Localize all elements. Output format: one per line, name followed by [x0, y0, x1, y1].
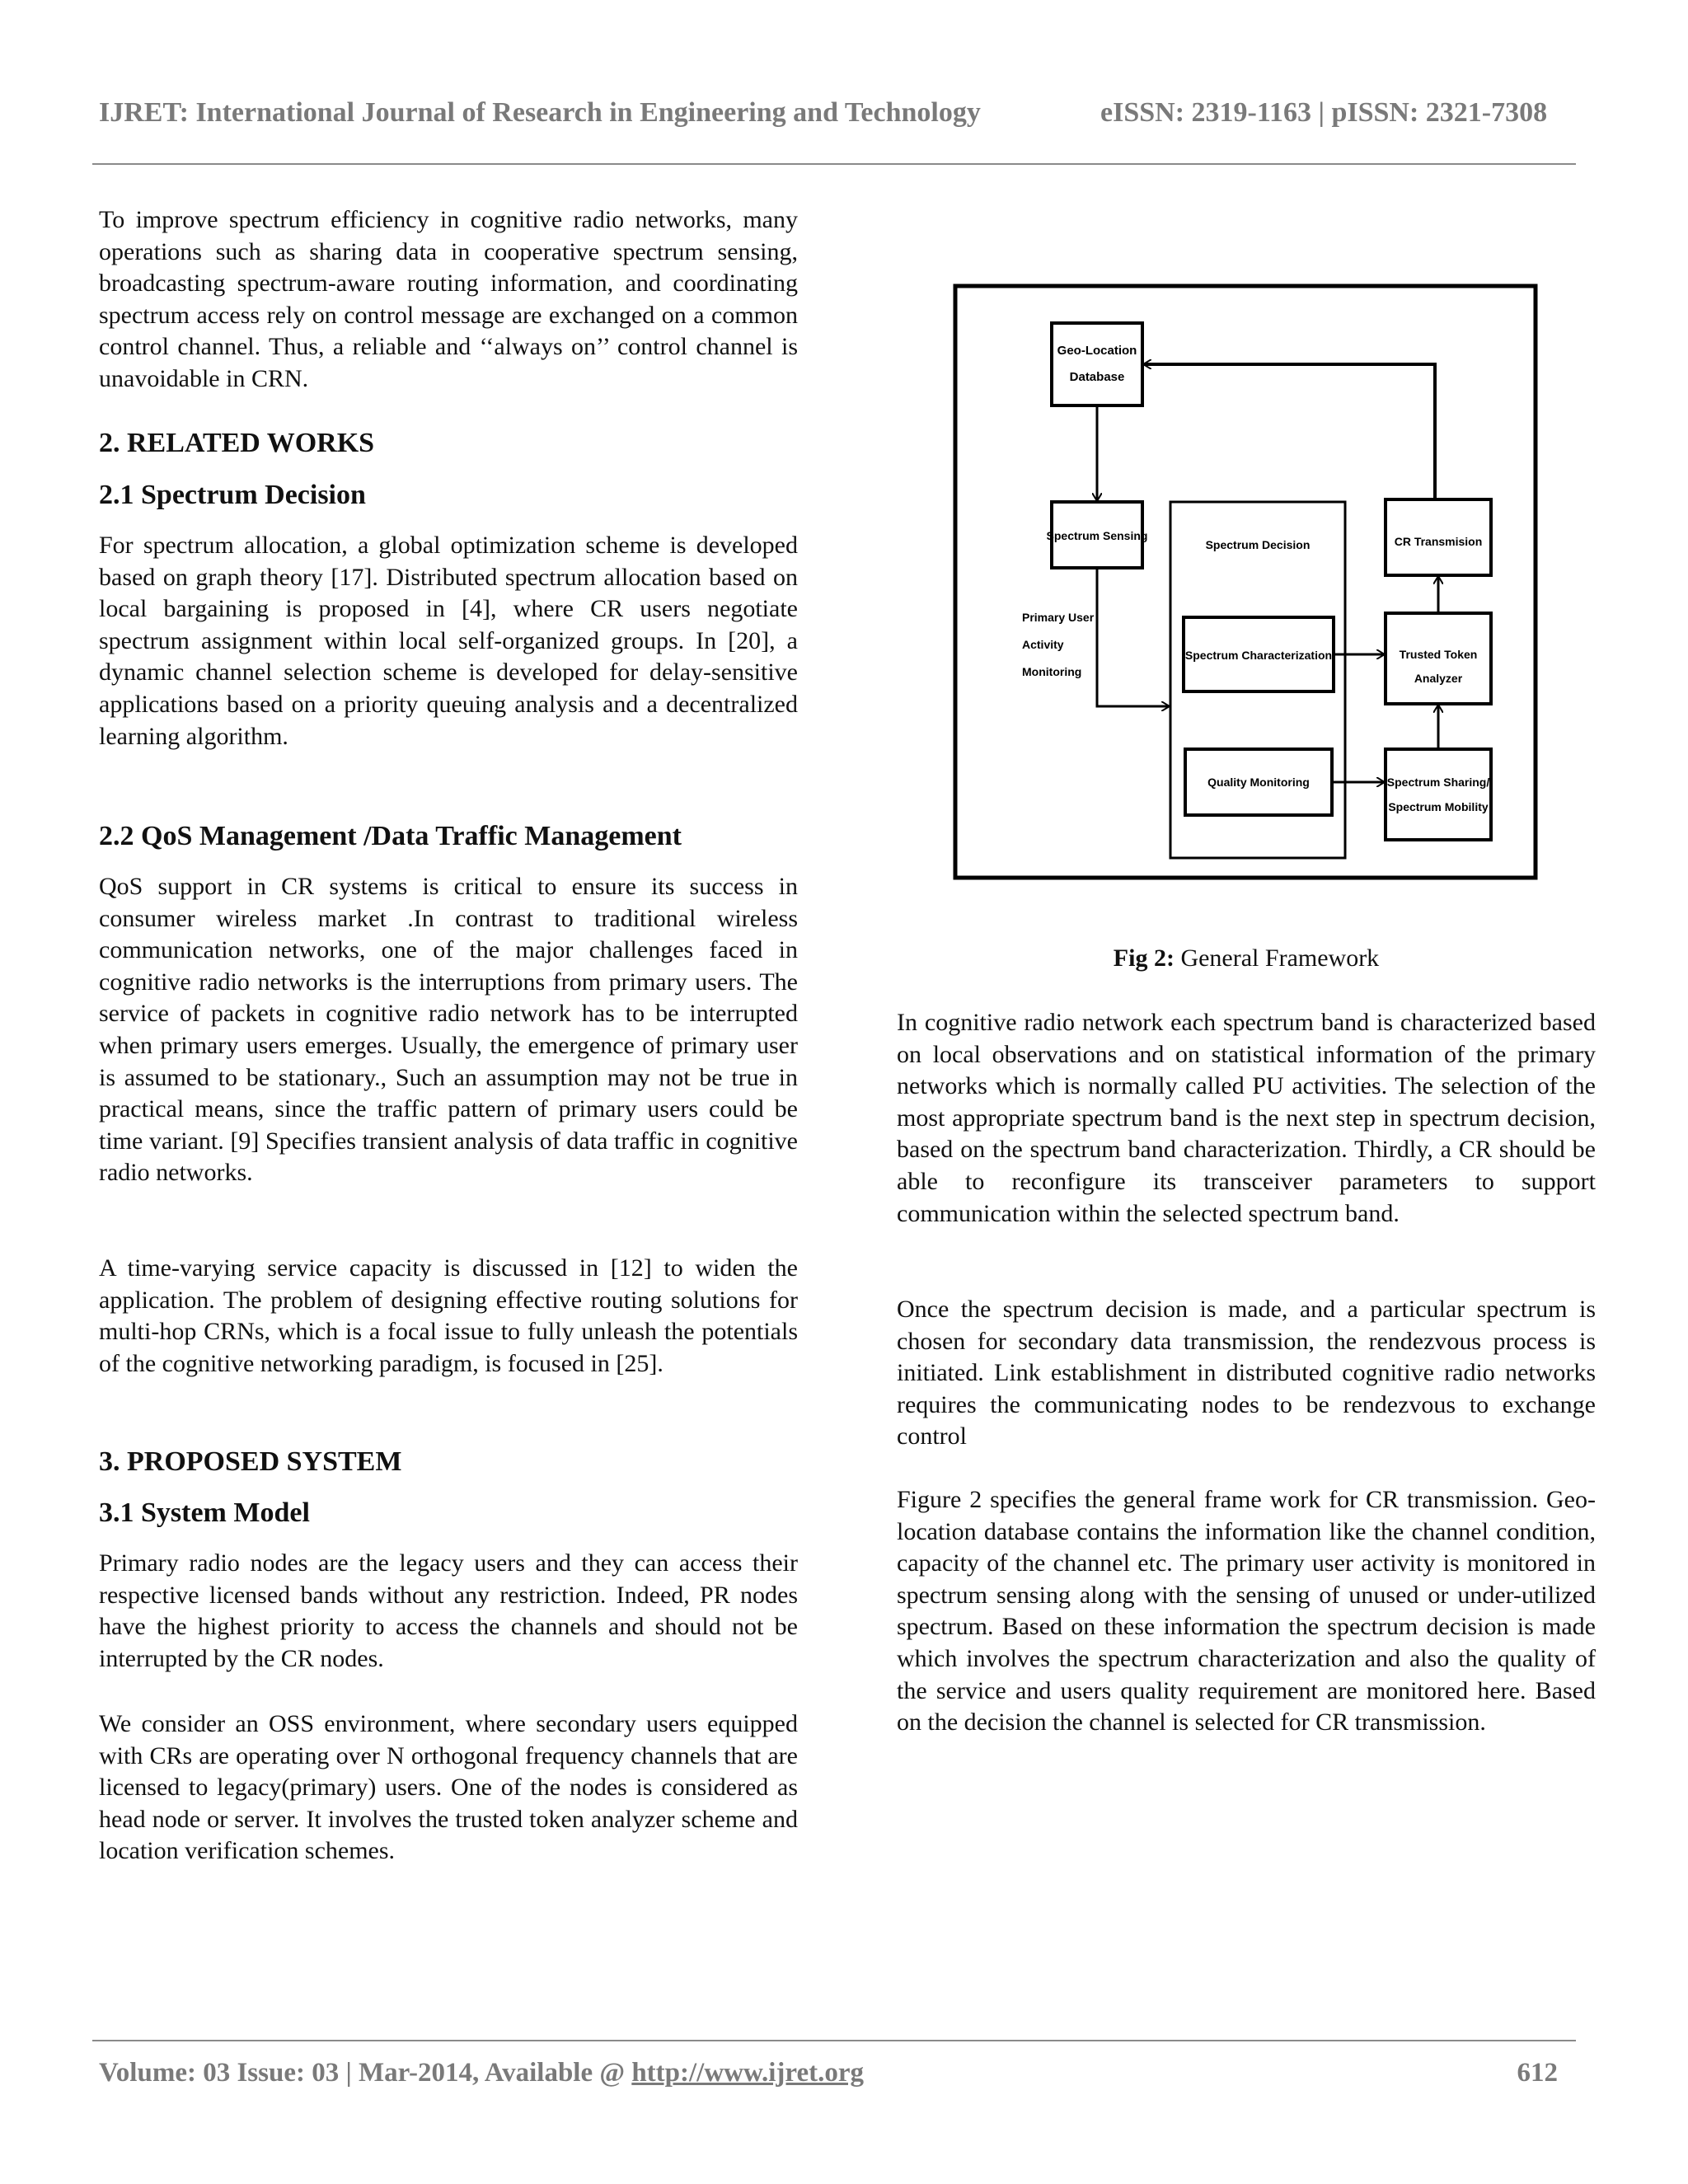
system-model-paragraph-1: Primary radio nodes are the legacy users and they can access their respective licensed bands without any restriction. Indeed, PR nodes have the highest priority to access the channels and should not be interrupted by the CR nodes.: [99, 1549, 798, 1672]
geo-location-database-box: [1052, 323, 1142, 405]
journal-link[interactable]: http://www.ijret.org: [631, 2058, 864, 2088]
subsection-heading-system-model: 3.1 System Model: [99, 1497, 310, 1528]
system-model-paragraph-2: We consider an OSS environment, where secondary users equipped with CRs are operating over N orthogonal frequency channels that are licensed to legacy(primary) users. One of the nodes is considered as head node or server. It involves the trusted token analyzer scheme and location verification schemes.: [99, 1710, 798, 1865]
sensing-label: Spectrum Sensing: [1046, 529, 1148, 542]
subsection-heading-qos: 2.2 QoS Management /Data Traffic Management: [99, 821, 682, 851]
decision-label: Spectrum Decision: [1205, 538, 1311, 551]
band-characterization-paragraph: In cognitive radio network each spectrum band is characterized based on local observations and on statistical information of the primary networks which is normally called PU activities. The selection of the most appropriate spectrum band is the next step in spectrum decision, based on the spectrum band characterization. Thirdly, a CR should be able to reconfigure its transceiver parameters to support communication within the selected spectrum band.: [897, 1009, 1596, 1227]
framework-description-paragraph: Figure 2 specifies the general frame work for CR transmission. Geo-location database contains the information like the channel condition, capacity of the channel etc. The primary user activity is monitored in spectrum sensing along with the sensing of unused or under-utilized spectrum. Based on these information the spectrum decision is made which involves the spectrum characterization and also the quality of the service and users quality requirement are monitored here. Based on the decision the channel is selected for CR transmission.: [897, 1486, 1596, 1736]
sharing-label-2: Spectrum Mobility: [1388, 800, 1489, 813]
cr-transmission-label: CR Transmision: [1394, 535, 1483, 548]
caption-label: Fig 2:: [1113, 944, 1175, 972]
pu-label-3: Monitoring: [1022, 665, 1082, 678]
figure-caption: [897, 944, 1596, 972]
issn-numbers: eISSN: 2319-1163 | pISSN: 2321-7308: [1100, 97, 1548, 128]
pu-label-1: Primary User: [1022, 611, 1095, 624]
spectrum-sharing-box: [1386, 749, 1491, 840]
section-heading-proposed-system: 3. PROPOSED SYSTEM: [99, 1446, 402, 1477]
subsection-heading-spectrum-decision: 2.1 Spectrum Decision: [99, 480, 366, 510]
journal-title: IJRET: International Journal of Research in Engineering and Technology: [99, 97, 981, 128]
section-heading-related-works: 2. RELATED WORKS: [99, 428, 375, 458]
caption-text: General Framework: [1174, 944, 1380, 972]
general-framework-figure: [953, 284, 1538, 881]
token-label-1: Trusted Token: [1399, 648, 1478, 661]
intro-paragraph: To improve spectrum efficiency in cognitive radio networks, many operations such as sharing data in cooperative spectrum sensing, broadcasting spectrum-aware routing information, and coordinating spectrum access rely on control message are exchanged on a common control channel. Thus, a reliable and ‘‘always on’’ control channel is unavoidable in CRN.: [99, 206, 798, 392]
pu-label-2: Activity: [1022, 638, 1064, 651]
characterization-label: Spectrum Characterization: [1184, 649, 1333, 662]
footer-rule: [92, 2040, 1576, 2041]
qos-paragraph-1: QoS support in CR systems is critical to ensure its success in consumer wireless market .In contrast to traditional wireless communication networks, one of the major challenges faced in cognitive radio networks is the interruptions from primary users. The service of packets in cognitive radio network has to be interrupted when primary users emerges. Usually, the emergence of primary user is assumed to be stationary., Such an assumption may not be true in practical means, since the traffic pattern of primary users could be time variant. [9] Specifies transient analysis of data traffic in cognitive radio networks.: [99, 873, 798, 1187]
geo-label-1: Geo-Location: [1057, 344, 1137, 358]
volume-info: Volume: 03 Issue: 03 | Mar-2014, Available @: [99, 2058, 632, 2088]
page-number: 612: [1517, 2058, 1558, 2088]
header-rule: [92, 163, 1576, 165]
qos-paragraph-2: A time-varying service capacity is discussed in [12] to widen the application. The problem of designing effective routing solutions for multi-hop CRNs, which is a focal issue to fully unleash the potentials of the cognitive networking paradigm, is focused in [25].: [99, 1254, 798, 1377]
spectrum-decision-paragraph: For spectrum allocation, a global optimization scheme is developed based on graph theory [17]. Distributed spectrum allocation based on local bargaining is proposed in [4], where CR users negotiate spectrum assignment within local self-organized groups. In [20], a dynamic channel selection scheme is developed for delay-sensitive applications based on a priority queuing analysis and a decentralized learning algorithm.: [99, 532, 798, 750]
token-label-2: Analyzer: [1414, 672, 1463, 685]
framework-diagram: [953, 284, 1538, 881]
geo-label-2: Database: [1069, 370, 1125, 384]
quality-label: Quality Monitoring: [1207, 776, 1310, 789]
rendezvous-paragraph: Once the spectrum decision is made, and a particular spectrum is chosen for secondary data transmission, the rendezvous process is initiated. Link establishment in distributed cognitive radio networks requires the communicating nodes to be rendezvous to exchange control: [897, 1296, 1596, 1451]
sharing-label-1: Spectrum Sharing/: [1386, 776, 1490, 789]
running-footer: [99, 2058, 1558, 2088]
